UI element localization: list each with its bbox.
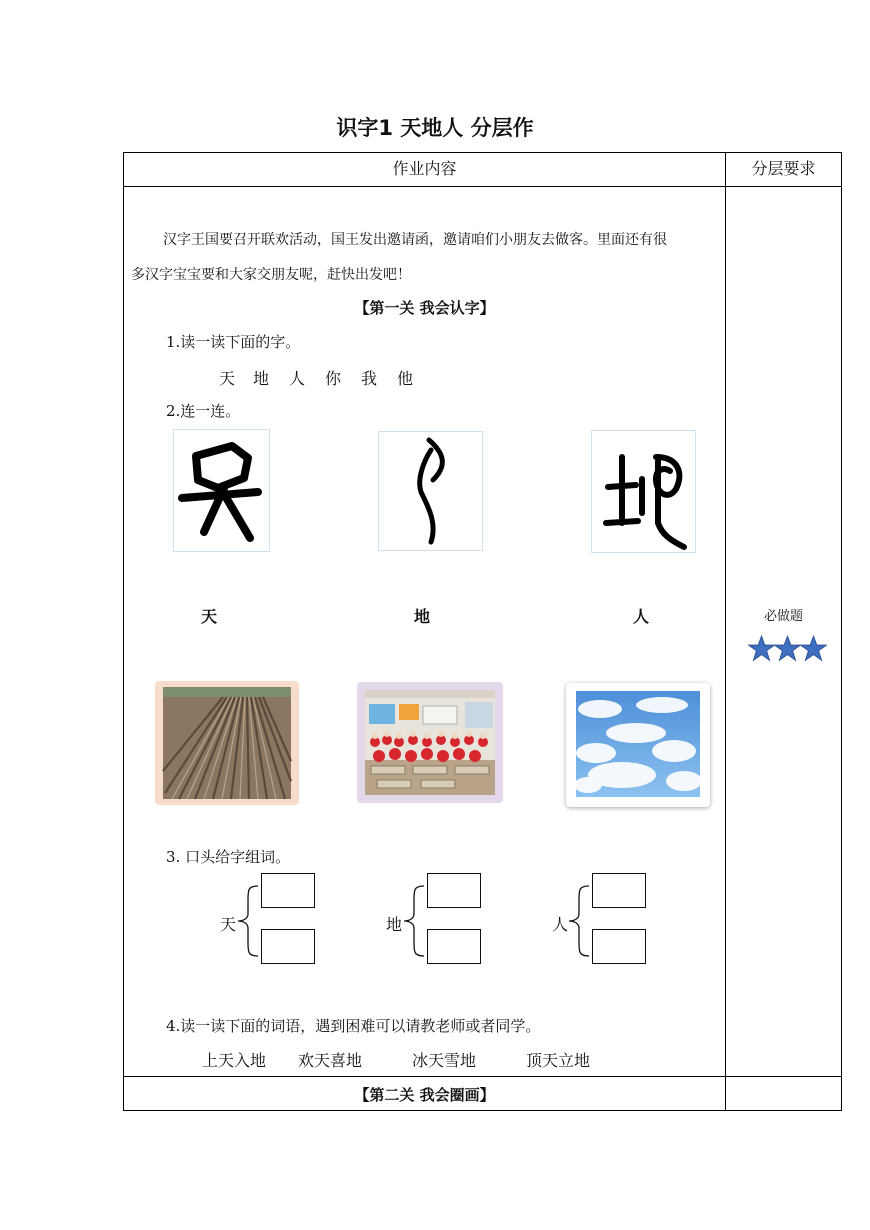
word-box[interactable] <box>592 929 646 964</box>
q4-title: 4.读一读下面的词语，遇到困难可以请教老师或者同学。 <box>166 1017 541 1035</box>
q4-word: 上天入地 <box>202 1051 267 1070</box>
label-di: 地 <box>414 607 431 626</box>
word-box[interactable] <box>592 873 646 908</box>
word-box[interactable] <box>427 929 481 964</box>
q4-word: 顶天立地 <box>526 1051 591 1070</box>
ancient-ren-glyph <box>378 431 483 551</box>
sky-photo <box>566 683 710 807</box>
star-icon <box>774 635 801 662</box>
q1-char: 天 <box>219 369 236 388</box>
level-stars <box>748 633 828 665</box>
table-border-right <box>841 152 842 1111</box>
farmland-photo <box>155 681 299 805</box>
ancient-di-glyph <box>591 430 696 553</box>
section-1-heading: 【第一关 我会认字】 <box>354 299 495 317</box>
star-icon <box>748 635 775 662</box>
ancient-tian-glyph <box>173 429 270 552</box>
q3-title: 3. 口头给字组词。 <box>166 848 291 866</box>
table-row-divider <box>123 1076 842 1077</box>
brace-icon <box>402 884 426 958</box>
q1-char: 地 <box>253 369 270 388</box>
word-box[interactable] <box>427 873 481 908</box>
page-title: 识字1 天地人 分层作 <box>336 116 534 140</box>
section-2-heading: 【第二关 我会圈画】 <box>354 1086 495 1104</box>
table-column-divider <box>725 152 726 1111</box>
q3-char-ren: 人 <box>552 915 569 934</box>
q1-char: 你 <box>325 369 342 388</box>
brace-icon <box>236 884 260 958</box>
intro-line-2: 多汉字宝宝要和大家交朋友呢，赶快出发吧！ <box>131 267 411 283</box>
star-icon <box>800 635 827 662</box>
level-label: 必做题 <box>763 609 803 624</box>
table-header-divider <box>123 186 842 187</box>
q3-char-tian: 天 <box>220 915 237 934</box>
word-box[interactable] <box>261 929 315 964</box>
q1-char: 我 <box>361 369 378 388</box>
q1-char: 人 <box>289 369 306 388</box>
label-tian: 天 <box>201 607 218 626</box>
q4-word: 欢天喜地 <box>298 1051 363 1070</box>
q4-word: 冰天雪地 <box>412 1051 477 1070</box>
q2-title: 2.连一连。 <box>166 402 241 420</box>
header-level: 分层要求 <box>751 159 816 178</box>
q1-char: 他 <box>397 369 414 388</box>
label-ren: 人 <box>633 607 650 626</box>
intro-line-1: 汉字王国要召开联欢活动，国王发出邀请函，邀请咱们小朋友去做客。里面还有很 <box>163 232 667 248</box>
table-border-left <box>123 152 124 1111</box>
q3-char-di: 地 <box>386 915 403 934</box>
header-content: 作业内容 <box>392 159 457 178</box>
q1-title: 1.读一读下面的字。 <box>166 333 301 351</box>
classroom-photo <box>357 682 503 803</box>
brace-icon <box>567 884 591 958</box>
table-border-bottom <box>123 1110 842 1111</box>
q1-chars <box>219 366 427 389</box>
word-box[interactable] <box>261 873 315 908</box>
